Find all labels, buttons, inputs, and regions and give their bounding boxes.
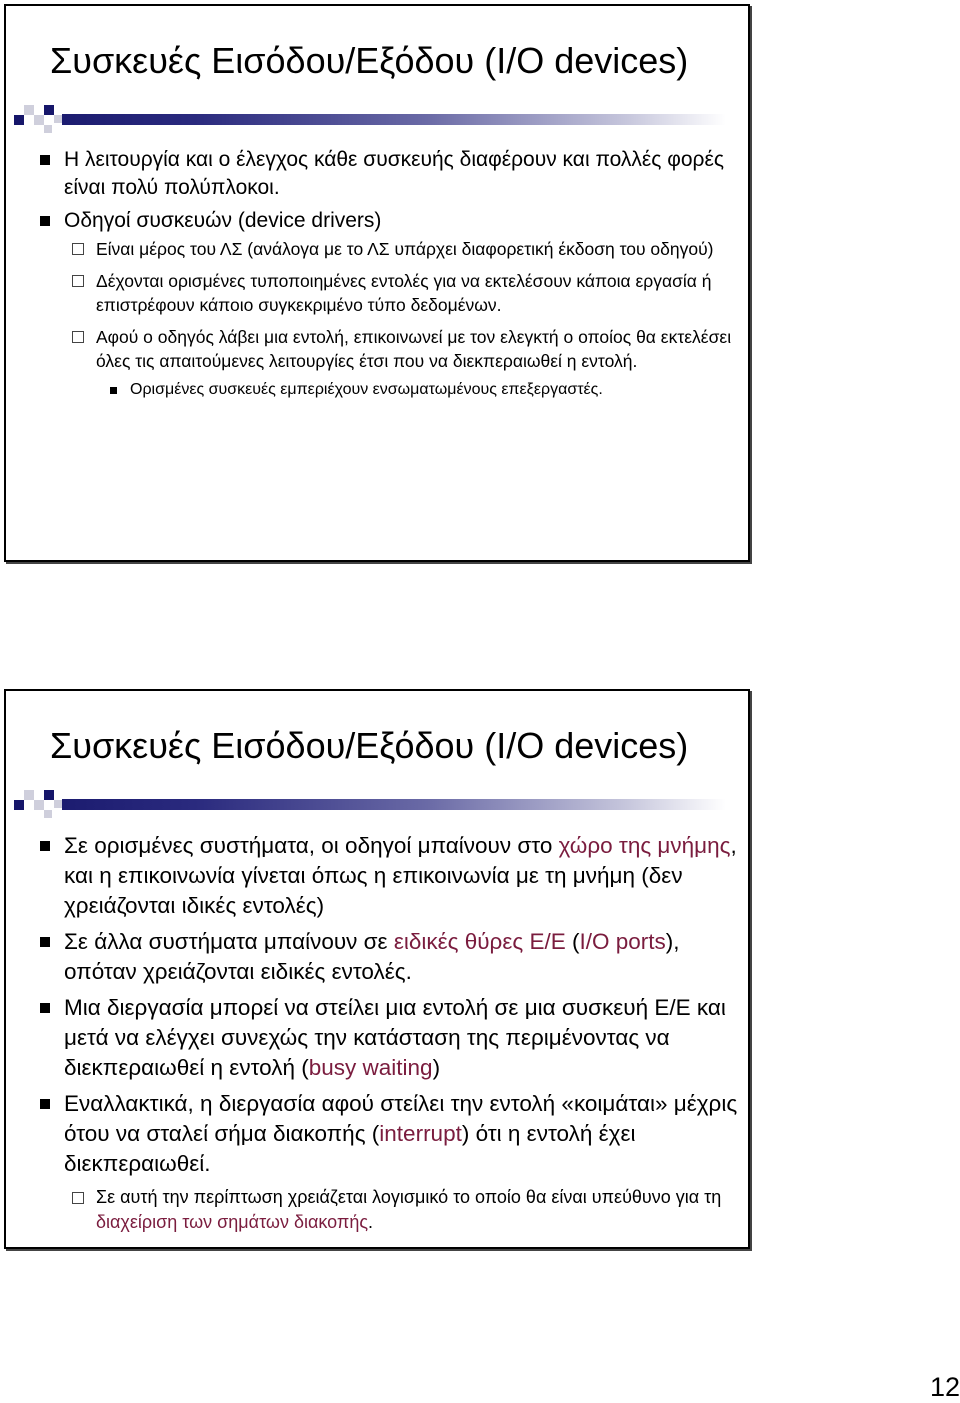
slide-content xyxy=(6,831,748,1235)
open-square-bullet-icon xyxy=(72,243,84,255)
bullet-item: Οδηγοί συσκευών (device drivers) xyxy=(6,207,748,235)
square-bullet-icon xyxy=(40,155,50,165)
square-bullet-icon xyxy=(110,387,117,394)
title-decoration xyxy=(10,788,748,818)
slide-title: Συσκευές Εισόδου/Εξόδου (I/O devices) xyxy=(50,40,689,81)
square-bullet-icon xyxy=(40,937,50,947)
sub-bullet-item: Σε αυτή την περίπτωση χρειάζεται λογισμικό το οποίο θα είναι υπεύθυνο για τη διαχείριση των σημάτων διακοπής. xyxy=(6,1185,748,1235)
open-square-bullet-icon xyxy=(72,1192,84,1204)
slide-title: Συσκευές Εισόδου/Εξόδου (I/O devices) xyxy=(50,725,689,766)
page-number: 12 xyxy=(930,1372,960,1402)
sub-bullet-item: Δέχονται ορισμένες τυποποιημένες εντολές για να εκτελέσουν κάποια εργασία ή επιστρέφουν κάποιο συγκεκριμένο τύπο δεδομένων. xyxy=(6,269,748,317)
open-square-bullet-icon xyxy=(72,331,84,343)
sub-bullet-item: Αφού ο οδηγός λάβει μια εντολή, επικοινωνεί με τον ελεγκτή ο οποίος θα εκτελέσει όλες τις απαιτούμενες λειτουργίες έτσι που να διεκπεραιωθεί η εντολή. xyxy=(6,325,748,373)
bullet-item: Μια διεργασία μπορεί να στείλει μια εντολή σε μια συσκευή Ε/Ε και μετά να ελέγχει συνεχώς την κατάσταση της περιμένοντας να διεκπεραιωθεί η εντολή (busy waiting) xyxy=(6,993,748,1083)
square-bullet-icon xyxy=(40,841,50,851)
bullet-item: Σε άλλα συστήματα μπαίνουν σε ειδικές θύρες Ε/Ε (I/O ports), οπόταν χρειάζονται ειδικές εντολές. xyxy=(6,927,748,987)
square-bullet-icon xyxy=(40,1003,50,1013)
square-bullet-icon xyxy=(40,1099,50,1109)
bullet-item: Εναλλακτικά, η διεργασία αφού στείλει την εντολή «κοιμάται» μέχρις ότου να σταλεί σήμα διακοπής (interrupt) ότι η εντολή έχει διεκπεραιωθεί. xyxy=(6,1089,748,1179)
slide-1 xyxy=(4,4,750,562)
square-bullet-icon xyxy=(40,216,50,226)
title-decoration xyxy=(10,103,748,133)
slide-content xyxy=(6,146,748,401)
bullet-item: Η λειτουργία και ο έλεγχος κάθε συσκευής διαφέρουν και πολλές φορές είναι πολύ πολύπλοκοι. xyxy=(6,146,748,202)
slide-2 xyxy=(4,689,750,1249)
sub-bullet-item: Είναι μέρος του ΛΣ (ανάλογα με το ΛΣ υπάρχει διαφορετική έκδοση του οδηγού) xyxy=(6,237,748,261)
bullet-item: Σε ορισμένες συστήματα, οι οδηγοί μπαίνουν στο χώρο της μνήμης, και η επικοινωνία γίνεται όπως η επικοινωνία με τη μνήμη (δεν χρειάζονται ιδικές εντολές) xyxy=(6,831,748,921)
open-square-bullet-icon xyxy=(72,275,84,287)
sub-sub-bullet-item: Ορισμένες συσκευές εμπεριέχουν ενσωματωμένους επεξεργαστές. xyxy=(6,379,748,401)
